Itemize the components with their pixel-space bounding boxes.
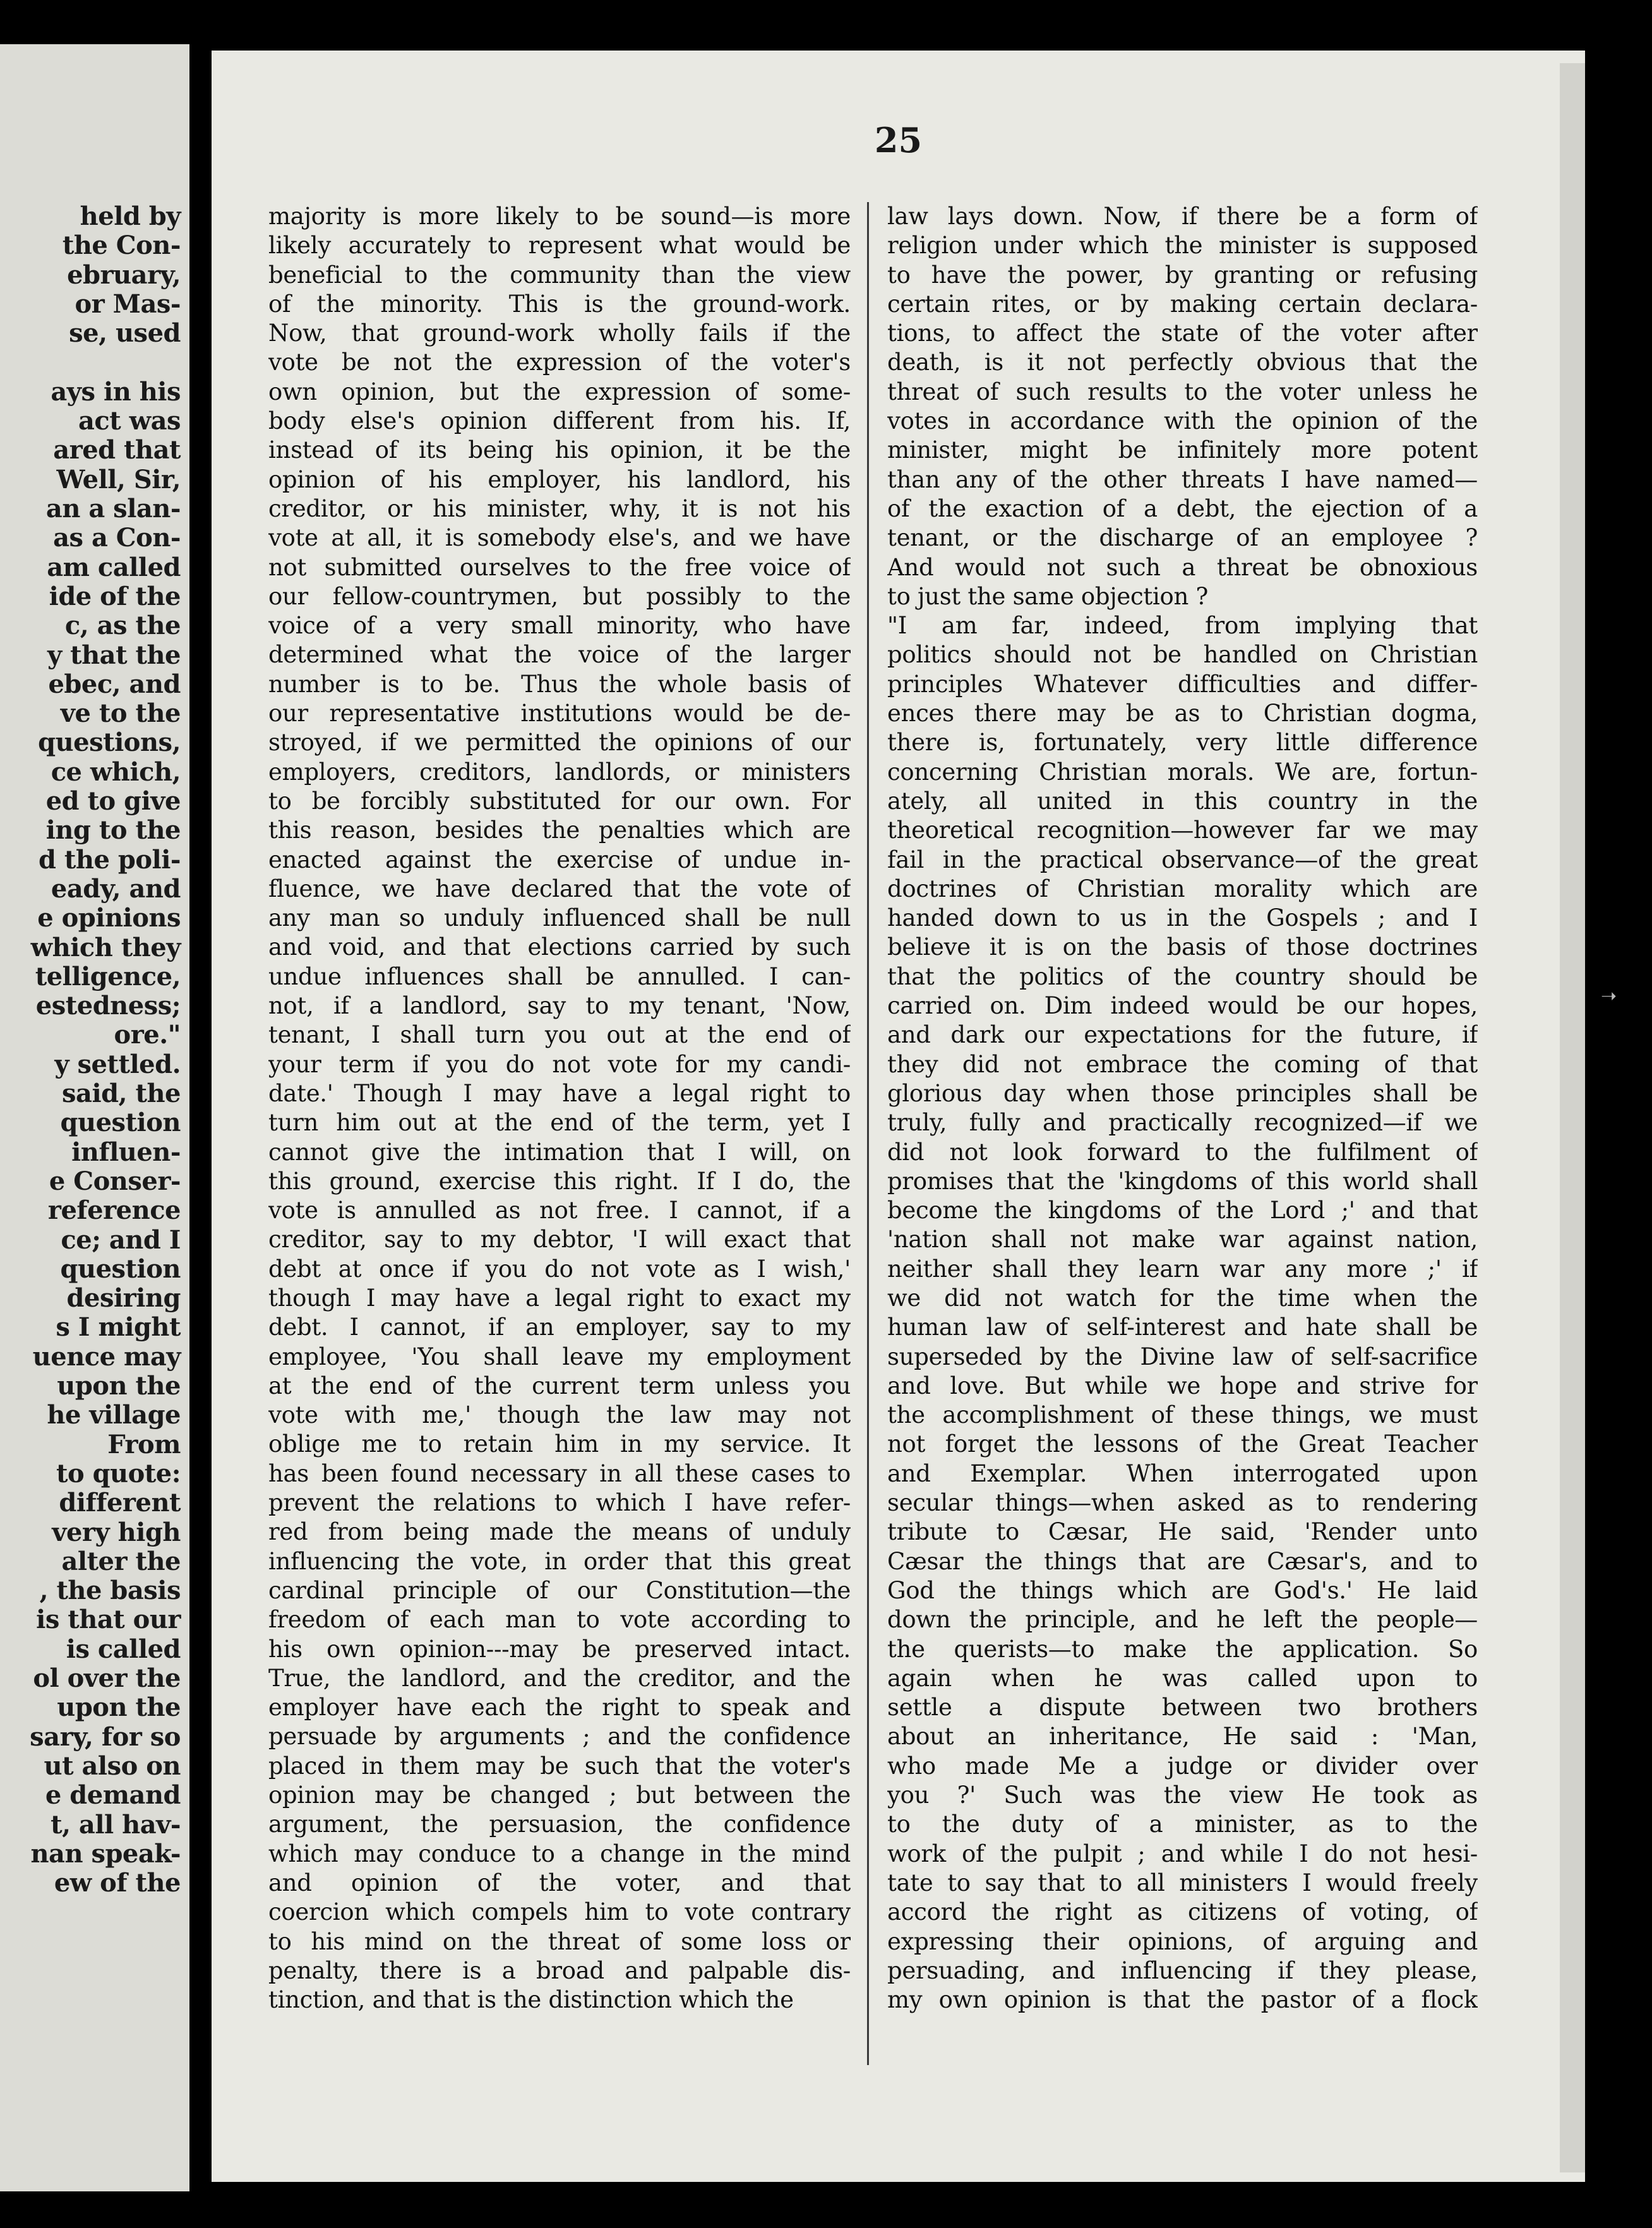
- text-line: persuading, and influencing if they please,: [887, 1956, 1478, 1984]
- text-line: employee, 'You shall leave my employment: [268, 1343, 851, 1370]
- text-line: work of the pulpit ; and while I do not hesi-: [887, 1840, 1478, 1867]
- main-page: [212, 51, 1585, 2182]
- text-line: cannot give the intimation that I will, on: [268, 1138, 851, 1166]
- text-line: Now, that ground-work wholly fails if the: [268, 320, 851, 347]
- fragment-line: an a slan-: [45, 494, 181, 524]
- text-line: oblige me to retain him in my service. It: [268, 1430, 851, 1458]
- text-line: has been found necessary in all these cases to: [268, 1459, 851, 1487]
- text-line: which may conduce to a change in the mind: [268, 1840, 851, 1867]
- fragment-line: telligence,: [35, 961, 181, 991]
- fragment-line: question: [60, 1254, 181, 1284]
- text-line: beneficial to the community than the view: [268, 261, 851, 289]
- text-line: my own opinion is that the pastor of a flock: [887, 1986, 1478, 2014]
- column-divider: [867, 202, 869, 2065]
- text-line: any man so unduly influenced shall be null: [268, 904, 851, 932]
- text-line: employers, creditors, landlords, or ministers: [268, 758, 851, 786]
- text-line: to have the power, by granting or refusing: [887, 261, 1478, 289]
- text-line: ately, all united in this country in the: [887, 787, 1478, 815]
- fragment-line: t, all hav-: [51, 1809, 181, 1840]
- text-line: death, is it not perfectly obvious that the: [887, 349, 1478, 376]
- text-line: you ?' Such was the view He took as: [887, 1782, 1478, 1809]
- fragment-line: ared that: [53, 435, 181, 465]
- text-line: they did not embrace the coming of that: [887, 1050, 1478, 1078]
- text-line: likely accurately to represent what would be: [268, 232, 851, 260]
- fragment-line: ide of the: [49, 581, 181, 611]
- fragment-line: as a Con-: [53, 523, 181, 553]
- text-line: tinction, and that is the distinction which the: [268, 1986, 794, 2014]
- fragment-line: ore.": [114, 1020, 181, 1050]
- text-line: and dark our expectations for the future, if: [887, 1021, 1478, 1049]
- text-line: promises that the 'kingdoms of this world shall: [887, 1167, 1478, 1195]
- text-line: to the duty of a minister, as to the: [887, 1811, 1478, 1838]
- text-line: coercion which compels him to vote contrary: [268, 1898, 851, 1926]
- text-line: penalty, there is a broad and palpable dis-: [268, 1956, 851, 1984]
- fragment-line: c, as the: [64, 611, 181, 641]
- text-line: vote is annulled as not free. I cannot, if a: [268, 1197, 851, 1225]
- text-line: determined what the voice of the larger: [268, 641, 851, 669]
- text-line: human law of self-interest and hate shall be: [887, 1314, 1478, 1341]
- fragment-line: y that the: [47, 640, 181, 670]
- text-line: cardinal principle of our Constitution—the: [268, 1576, 851, 1604]
- fragment-line: uence may: [32, 1341, 181, 1372]
- text-line: concerning Christian morals. We are, fortun-: [887, 758, 1478, 786]
- text-line: fluence, we have declared that the vote of: [268, 875, 851, 902]
- fragment-line: the Con-: [62, 231, 181, 261]
- fragment-line: d the poli-: [39, 844, 181, 875]
- text-line: this ground, exercise this right. If I do, the: [268, 1167, 851, 1195]
- text-line: debt. I cannot, if an employer, say to my: [268, 1314, 851, 1341]
- fragment-line: , the basis: [39, 1576, 181, 1606]
- text-line: to be forcibly substituted for our own. For: [268, 787, 851, 815]
- text-line: creditor, say to my debtor, 'I will exact that: [268, 1226, 851, 1254]
- page-number: 25: [874, 120, 923, 160]
- text-line: stroyed, if we permitted the opinions of our: [268, 729, 851, 757]
- fragment-line: act was: [78, 406, 181, 436]
- text-line: to his mind on the threat of some loss or: [268, 1927, 851, 1955]
- fragment-line: se, used: [69, 318, 181, 349]
- text-line: believe it is on the basis of those doctrines: [887, 933, 1478, 961]
- fragment-line: e opinions: [37, 903, 181, 933]
- text-line: though I may have a legal right to exact my: [268, 1284, 851, 1312]
- text-line: tenant, I shall turn you out at the end of: [268, 1021, 851, 1049]
- text-line: carried on. Dim indeed would be our hopes,: [887, 992, 1478, 1020]
- text-line: Cæsar the things that are Cæsar's, and to: [887, 1547, 1478, 1575]
- text-line: and void, and that elections carried by such: [268, 933, 851, 961]
- text-line: his own opinion---may be preserved intact.: [268, 1635, 851, 1663]
- text-line: our fellow-countrymen, but possibly to the: [268, 582, 851, 610]
- text-line: tate to say that to all ministers I would freely: [887, 1869, 1478, 1896]
- text-line: the querists—to make the application. So: [887, 1635, 1478, 1663]
- text-line: not forget the lessons of the Great Teacher: [887, 1430, 1478, 1458]
- text-line: tions, to affect the state of the voter after: [887, 320, 1478, 347]
- text-line: persuade by arguments ; and the confidence: [268, 1723, 851, 1751]
- text-line: to just the same objection ?: [887, 582, 1209, 610]
- text-line: "I am far, indeed, from implying that: [887, 612, 1478, 640]
- text-line: doctrines of Christian morality which are: [887, 875, 1478, 902]
- text-line: minister, might be infinitely more potent: [887, 436, 1478, 464]
- text-line: and love. But while we hope and strive for: [887, 1372, 1478, 1399]
- fragment-line: nan speak-: [30, 1838, 181, 1869]
- text-line: not, if a landlord, say to my tenant, 'Now,: [268, 992, 851, 1020]
- text-line: of the exaction of a debt, the ejection of a: [887, 494, 1478, 522]
- text-line: your term if you do not vote for my candi-: [268, 1050, 851, 1078]
- text-line: tenant, or the discharge of an employee ?: [887, 524, 1478, 552]
- text-line: fail in the practical observance—of the great: [887, 846, 1478, 873]
- text-line: creditor, or his minister, why, it is not his: [268, 494, 851, 522]
- text-line: and Exemplar. When interrogated upon: [887, 1459, 1478, 1487]
- fragment-line: ebruary,: [67, 260, 181, 290]
- text-line: that the politics of the country should be: [887, 962, 1478, 990]
- text-line: certain rites, or by making certain declara-: [887, 290, 1478, 318]
- text-line: freedom of each man to vote according to: [268, 1606, 851, 1634]
- text-line: date.' Though I may have a legal right to: [268, 1079, 851, 1107]
- fragment-line: held by: [80, 201, 181, 231]
- text-line: truly, fully and practically recognized—if we: [887, 1109, 1478, 1137]
- text-line: theoretical recognition—however far we may: [887, 817, 1478, 844]
- text-line: employer have each the right to speak and: [268, 1694, 851, 1722]
- text-line: threat of such results to the voter unless he: [887, 378, 1478, 405]
- text-line: undue influences shall be annulled. I can-: [268, 962, 851, 990]
- fragment-line: influen-: [71, 1137, 181, 1167]
- fragment-line: Well, Sir,: [56, 464, 181, 494]
- fragment-line: said, the: [62, 1079, 181, 1108]
- fragment-line: question: [60, 1108, 181, 1138]
- fragment-line: From: [107, 1429, 181, 1459]
- text-line: God the things which are God's.' He laid: [887, 1576, 1478, 1604]
- text-line: this reason, besides the penalties which are: [268, 817, 851, 844]
- cursor-arrow-icon: ➝: [1601, 985, 1617, 1007]
- text-line: opinion of his employer, his landlord, his: [268, 465, 851, 493]
- right-column: [887, 202, 1478, 2097]
- text-line: influencing the vote, in order that this great: [268, 1547, 851, 1575]
- fragment-line: to quote:: [56, 1458, 181, 1488]
- text-line: accord the right as citizens of voting, of: [887, 1898, 1478, 1926]
- text-line: vote at all, it is somebody else's, and we have: [268, 524, 851, 552]
- text-line: own opinion, but the expression of some-: [268, 378, 851, 405]
- text-line: body else's opinion different from his. If,: [268, 407, 851, 435]
- fragment-line: ut also on: [44, 1751, 181, 1781]
- text-line: ences there may be as to Christian dogma,: [887, 700, 1478, 728]
- fragment-line: ebec, and: [48, 669, 181, 699]
- text-line: argument, the persuasion, the confidence: [268, 1811, 851, 1838]
- fragment-line: different: [59, 1488, 181, 1518]
- fragment-line: y settled.: [54, 1049, 181, 1079]
- text-line: handed down to us in the Gospels ; and I: [887, 904, 1478, 932]
- text-line: placed in them may be such that the voter's: [268, 1752, 851, 1780]
- text-line: again when he was called upon to: [887, 1664, 1478, 1692]
- fragment-line: reference: [47, 1195, 181, 1226]
- fragment-line: very high: [52, 1517, 181, 1547]
- text-line: principles Whatever difficulties and differ-: [887, 670, 1478, 698]
- text-line: religion under which the minister is supposed: [887, 232, 1478, 260]
- fragment-line: ed to give: [45, 786, 181, 816]
- text-line: True, the landlord, and the creditor, and the: [268, 1664, 851, 1692]
- text-line: and opinion of the voter, and that: [268, 1869, 851, 1896]
- text-line: number is to be. Thus the whole basis of: [268, 670, 851, 698]
- text-line: about an inheritance, He said : 'Man,: [887, 1723, 1478, 1751]
- text-line: not submitted ourselves to the free voice of: [268, 553, 851, 581]
- fragment-line: is that our: [36, 1605, 181, 1635]
- text-line: vote be not the expression of the voter's: [268, 349, 851, 376]
- fragment-line: he village: [47, 1400, 181, 1430]
- text-line: down the principle, and he left the people—: [887, 1606, 1478, 1634]
- text-line: politics should not be handled on Christian: [887, 641, 1478, 669]
- text-line: instead of its being his opinion, it be the: [268, 436, 851, 464]
- fragment-line: is called: [66, 1634, 181, 1664]
- text-line: turn him out at the end of the term, yet I: [268, 1109, 851, 1137]
- left-page-fragment: [0, 44, 189, 2191]
- fragment-line: eady, and: [51, 873, 181, 904]
- text-line: majority is more likely to be sound—is more: [268, 203, 851, 230]
- text-line: at the end of the current term unless you: [268, 1372, 851, 1399]
- text-line: glorious day when those principles shall be: [887, 1079, 1478, 1107]
- text-line: become the kingdoms of the Lord ;' and that: [887, 1197, 1478, 1225]
- text-line: settle a dispute between two brothers: [887, 1694, 1478, 1722]
- text-line: there is, fortunately, very little difference: [887, 729, 1478, 757]
- fragment-line: ve to the: [60, 698, 181, 729]
- text-line: red from being made the means of unduly: [268, 1518, 851, 1546]
- text-line: vote with me,' though the law may not: [268, 1401, 851, 1429]
- text-line: enacted against the exercise of undue in-: [268, 846, 851, 873]
- text-line: the accomplishment of these things, we must: [887, 1401, 1478, 1429]
- fragment-line: ing to the: [45, 815, 181, 846]
- fragment-line: desiring: [66, 1283, 181, 1314]
- text-line: who made Me a judge or divider over: [887, 1752, 1478, 1780]
- text-line: 'nation shall not make war against nation,: [887, 1226, 1478, 1254]
- text-line: we did not watch for the time when the: [887, 1284, 1478, 1312]
- text-line: tribute to Cæsar, He said, 'Render unto: [887, 1518, 1478, 1546]
- text-line: our representative institutions would be de-: [268, 700, 851, 728]
- text-line: expressing their opinions, of arguing and: [887, 1927, 1478, 1955]
- text-line: votes in accordance with the opinion of the: [887, 407, 1478, 435]
- text-line: secular things—when asked as to rendering: [887, 1489, 1478, 1517]
- fragment-line: alter the: [61, 1546, 181, 1576]
- fragment-line: am called: [47, 552, 181, 582]
- text-line: opinion may be changed ; but between the: [268, 1782, 851, 1809]
- fragment-line: ce; and I: [61, 1225, 181, 1255]
- fragment-line: upon the: [57, 1692, 181, 1723]
- fragment-line: e Conser-: [49, 1166, 181, 1196]
- text-line: voice of a very small minority, who have: [268, 612, 851, 640]
- text-line: And would not such a threat be obnoxious: [887, 553, 1478, 581]
- text-line: superseded by the Divine law of self-sacrifice: [887, 1343, 1478, 1370]
- text-line: neither shall they learn war any more ;' if: [887, 1255, 1478, 1283]
- fragment-line: upon the: [57, 1371, 181, 1401]
- fragment-line: ew of the: [54, 1868, 181, 1898]
- fragment-line: estedness;: [35, 991, 181, 1021]
- fragment-line: ays in his: [51, 376, 181, 407]
- text-line: prevent the relations to which I have refer-: [268, 1489, 851, 1517]
- fragment-line: s I might: [56, 1312, 181, 1343]
- fragment-line: ol over the: [33, 1663, 181, 1693]
- fragment-line: questions,: [38, 728, 181, 758]
- text-line: of the minority. This is the ground-work.: [268, 290, 851, 318]
- page-edge: [1560, 63, 1585, 2172]
- fragment-line: ce which,: [51, 757, 181, 787]
- fragment-line: which they: [30, 932, 181, 962]
- fragment-line: sary, for so: [30, 1722, 181, 1752]
- text-line: did not look forward to the fulfilment of: [887, 1138, 1478, 1166]
- fragment-line: e demand: [45, 1780, 181, 1811]
- text-line: law lays down. Now, if there be a form of: [887, 203, 1478, 230]
- text-line: than any of the other threats I have named—: [887, 465, 1478, 493]
- fragment-line: or Mas-: [75, 289, 181, 319]
- left-column: [268, 202, 851, 2097]
- text-line: debt at once if you do not vote as I wish,': [268, 1255, 851, 1283]
